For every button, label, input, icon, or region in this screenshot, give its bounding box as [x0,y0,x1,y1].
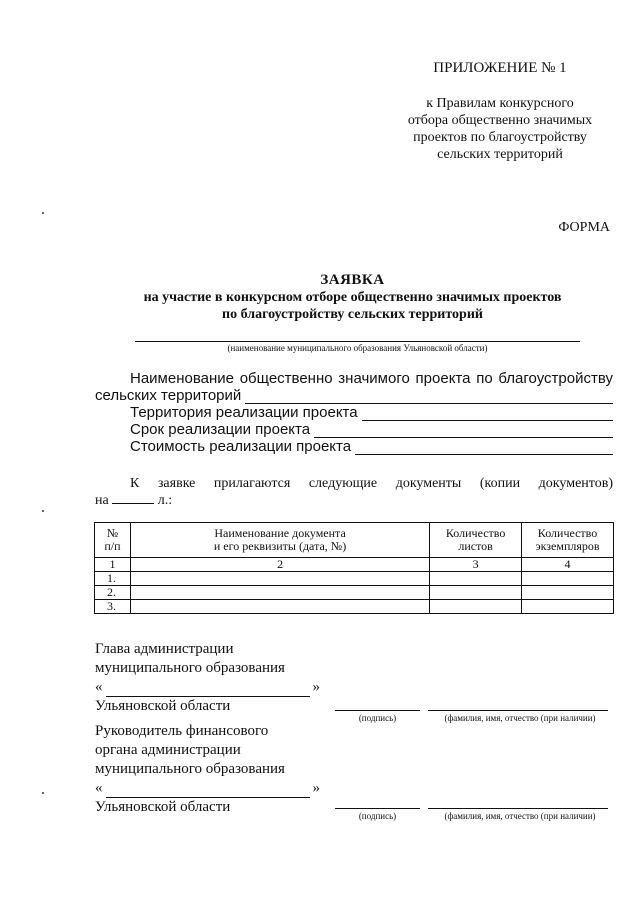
municipality-name-row [95,678,320,697]
header-line: Количество [537,526,598,540]
project-name-field[interactable] [245,391,613,404]
documents-table [94,522,614,614]
documents-intro-text: К заявке прилагаются следующие документы (копии документов) [130,476,613,491]
column-number: 4 [522,558,614,572]
territory-row [95,404,613,421]
table-row [95,572,614,586]
column-number: 2 [130,558,429,572]
sheets-cell[interactable] [430,586,522,600]
document-cell[interactable] [130,586,429,600]
head-name-field[interactable] [428,710,608,711]
sheets-label: л.: [157,493,173,508]
column-number: 3 [430,558,522,572]
rules-line: сельских территорий [437,147,563,162]
sheets-cell[interactable] [430,600,522,614]
table-row [95,586,614,600]
form-label: ФОРМА [558,220,610,235]
cost-field[interactable] [355,442,613,455]
appendix-title: ПРИЛОЖЕНИЕ № 1 [433,60,567,76]
quote-close: » [312,780,320,796]
copies-cell[interactable] [522,586,614,600]
quote-open: « [95,679,103,695]
header-line: экземпляров [535,539,600,553]
region-label: Ульяновской области [95,698,231,714]
header-line: и его реквизиты (дата, №) [213,539,347,553]
signatory-title-line: муниципального образования [95,660,285,676]
head-signature-field[interactable] [335,710,420,711]
term-label: Срок реализации проекта [130,421,311,438]
term-field[interactable] [314,425,613,438]
document-title [60,272,640,323]
row-number: 3. [95,600,131,614]
rules-line: отбора общественно значимых [407,113,593,128]
row-number: 1. [95,572,131,586]
header-line: Наименование документа [214,526,346,540]
title-line: по благоустройству сельских территорий [222,307,483,322]
signature-caption: (подпись) [358,811,397,821]
signatory-title-line: органа администрации [95,742,241,758]
table-row [95,600,614,614]
rules-line: проектов по благоустройству [413,130,587,145]
copies-cell[interactable] [522,572,614,586]
name-caption: (фамилия, имя, отчество (при наличии) [444,713,596,723]
cost-row [95,438,613,455]
column-number-row [95,558,614,572]
row-number: 2. [95,586,131,600]
sheets-count-field[interactable] [112,492,154,504]
project-name-label: Наименование общественно значимого проекта по благоустройству [130,370,613,387]
signature-caption: (подпись) [358,713,397,723]
name-caption: (фамилия, имя, отчество (при наличии) [444,811,596,821]
documents-intro [95,475,613,509]
rules-reference [390,95,610,163]
header-line: № [106,526,119,540]
cost-label: Стоимость реализации проекта [130,438,352,455]
scan-dot [42,792,44,794]
signatory-title-line: Глава администрации [95,641,234,657]
territory-field[interactable] [362,408,613,421]
municipality-name-row [95,779,320,798]
quote-close: » [312,679,320,695]
scan-dot [42,212,44,214]
header-line: п/п [104,539,121,553]
municipality-name-field[interactable] [106,785,310,798]
municipality-caption: (наименование муниципального образования Ульяновской области) [227,343,488,353]
rules-line: к Правилам конкурсного [426,96,574,111]
na-label: на [95,493,109,508]
sheets-cell[interactable] [430,572,522,586]
project-name-label-cont: сельских территорий [95,387,242,404]
copies-cell[interactable] [522,600,614,614]
finance-name-field[interactable] [428,808,608,809]
title-line: на участие в конкурсном отборе общественно значимых проектов [143,290,562,305]
header-sheets [430,523,522,558]
header-line: Количество [445,526,506,540]
scan-dot [42,510,44,512]
header-document [130,523,429,558]
finance-signature-field[interactable] [335,808,420,809]
territory-label: Территория реализации проекта [130,404,358,421]
project-fields [95,370,613,455]
document-cell[interactable] [130,600,429,614]
sheets-row [95,492,613,509]
municipality-name-field[interactable] [106,684,310,697]
title-main: ЗАЯВКА [320,272,385,288]
table-header-row [95,523,614,558]
municipality-field-line[interactable] [135,341,580,342]
column-number: 1 [95,558,131,572]
project-name-row [95,387,613,404]
head-signature-block [95,640,325,716]
finance-signature-block [95,722,325,817]
header-copies [522,523,614,558]
signatory-title-line: муниципального образования [95,761,285,777]
header-number [95,523,131,558]
document-cell[interactable] [130,572,429,586]
signatory-title-line: Руководитель финансового [95,723,269,739]
region-label: Ульяновской области [95,799,231,815]
quote-open: « [95,780,103,796]
term-row [95,421,613,438]
header-line: листов [458,539,493,553]
